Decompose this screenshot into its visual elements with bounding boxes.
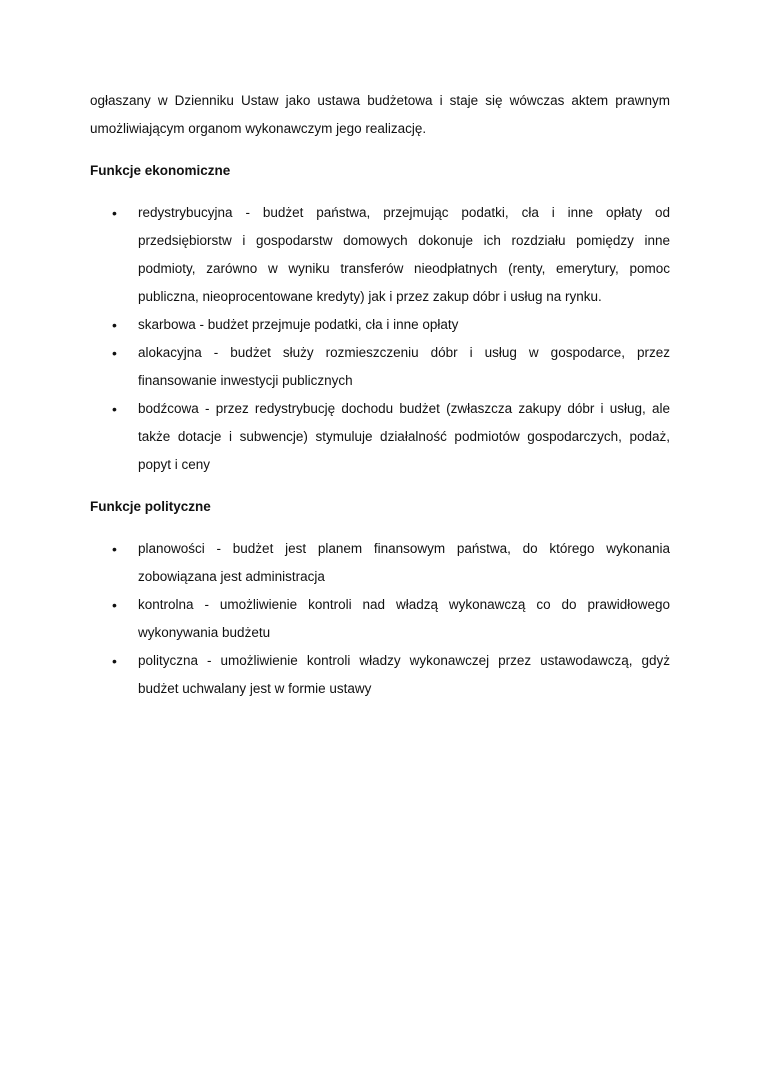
bullet-icon: • (112, 541, 117, 557)
list-item-text: polityczna - umożliwienie kontroli władzy wykonawczej przez ustawodawczą, gdyż budżet uchwalany jest w formie ustawy (138, 653, 670, 696)
list-item (90, 647, 670, 703)
list-item-text: skarbowa - budżet przejmuje podatki, cła i inne opłaty (138, 317, 459, 332)
list-item (90, 591, 670, 647)
list-item-text: bodźcowa - przez redystrybucję dochodu budżet (zwłaszcza zakupy dóbr i usług, ale także dotacje i subwencje) stymuluje działalność podmiotów gospodarczych, podaż, popyt i ceny (138, 401, 670, 472)
list-item (90, 535, 670, 591)
list-item-text: redystrybucyjna - budżet państwa, przejmując podatki, cła i inne opłaty od przedsiębiorstw i gospodarstw domowych dokonuje ich rozdziału pomiędzy inne podmioty, zarówno w wyniku transferów nieodpłatnych (renty, emerytury, pomoc publiczna, nieoprocentowane kredyty) jak i przez zakup dóbr i usług na rynku. (138, 205, 670, 304)
bullet-icon: • (112, 597, 117, 613)
bullet-icon: • (112, 317, 117, 333)
list-item (90, 395, 670, 479)
section-heading-political: Funkcje polityczne (90, 499, 211, 514)
bullet-icon: • (112, 653, 117, 669)
bullet-icon: • (112, 345, 117, 361)
list-item-text: alokacyjna - budżet służy rozmieszczeniu dóbr i usług w gospodarce, przez finansowanie inwestycji publicznych (138, 345, 670, 388)
list-item-text: planowości - budżet jest planem finansowym państwa, do którego wykonania zobowiązana jest administracja (138, 541, 670, 584)
list-item (90, 199, 670, 311)
list-item (90, 311, 670, 339)
intro-paragraph: ogłaszany w Dzienniku Ustaw jako ustawa budżetowa i staje się wówczas aktem prawnym umożliwiającym organom wykonawczym jego realizację. (90, 93, 670, 136)
economic-functions-list (90, 199, 670, 479)
section-heading-economic: Funkcje ekonomiczne (90, 163, 231, 178)
bullet-icon: • (112, 401, 117, 417)
bullet-icon: • (112, 205, 117, 221)
list-item (90, 339, 670, 395)
list-item-text: kontrolna - umożliwienie kontroli nad władzą wykonawczą co do prawidłowego wykonywania budżetu (138, 597, 670, 640)
political-functions-list (90, 535, 670, 703)
document-page (90, 87, 670, 703)
